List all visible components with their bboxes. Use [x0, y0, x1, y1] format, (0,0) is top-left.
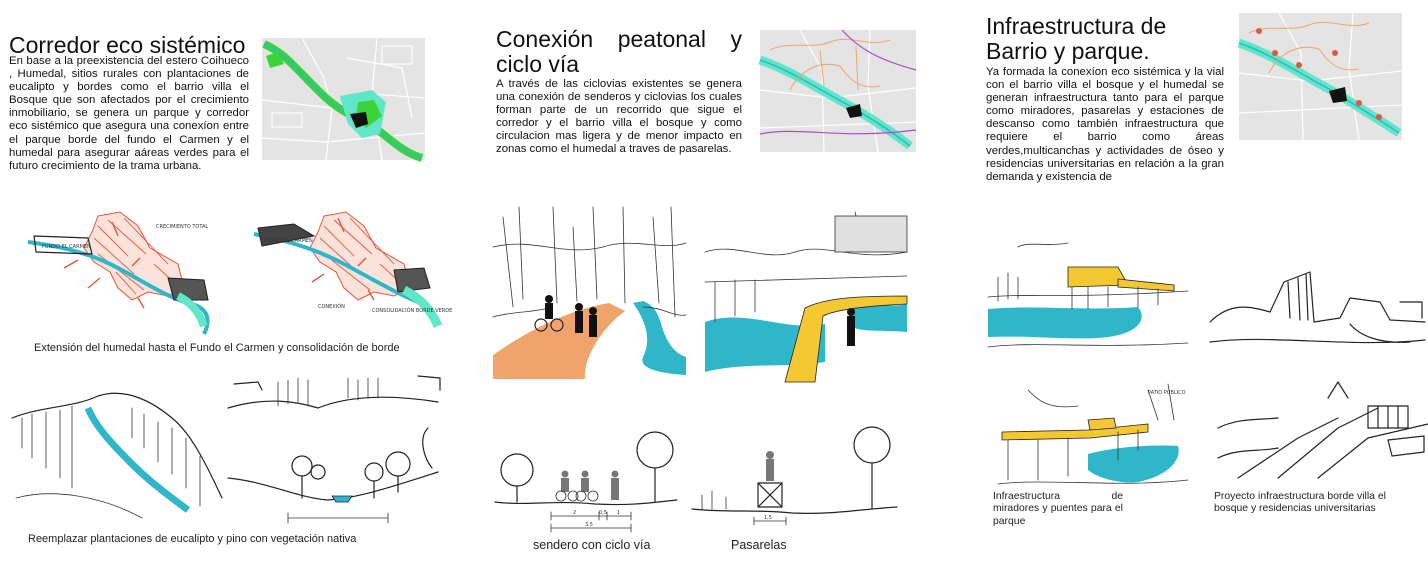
col2-body: A través de las ciclovias existentes se genera una conexión de senderos y ciclovias los cuales forman parte de un recorrido que sigue el corredor y el barrio villa el bosque y como circulacion mas ligera y de menor impacto en zonas como el humedal a traves de pasarelas. — [496, 78, 742, 156]
col1-plan-sketch-2 — [254, 208, 453, 338]
col1-terrain-sketch — [12, 378, 224, 528]
col1-sketch1-label-fundo: FUNDO EL CARMEN — [42, 244, 91, 250]
col3-caption-right: Proyecto infraestructura borde villa el bosque y residencias universitarias — [1214, 491, 1386, 515]
col2-caption-left: sendero con ciclo vía — [533, 538, 651, 552]
col3-bridge-sketch — [998, 380, 1188, 490]
col3-map — [1239, 13, 1402, 140]
col1-caption-bottom: Reemplazar plantaciones de eucalipto y pino con vegetación nativa — [28, 533, 357, 545]
col2-caption-right: Pasarelas — [731, 538, 787, 552]
col2-section1-dim-1: 2 — [573, 510, 577, 516]
col3-mirador-sketch — [988, 237, 1188, 355]
col1-plan-sketch-1 — [28, 208, 228, 338]
col1-sketch2-label-consolidacion: CONSOLIDACIÓN BORDE VERDE — [372, 308, 453, 314]
col2-section1-dim-2: 0,5 — [599, 510, 607, 516]
col1-sketch1-label-crecimiento: CRECIMIENTO TOTAL — [156, 224, 209, 230]
col1-title: Corredor eco sistémico — [9, 32, 246, 58]
col1-section-sketch — [228, 368, 448, 533]
col2-map — [760, 30, 916, 152]
col3-body: Ya formada la conexíon eco sistémica y la vial con el barrio villa el bosque y el humedal se generan infraestructura tanto para el parque como miradores, pasarelas y estaciones de descanso como también infraestructura que requiere el barrio como áreas verdes,multicanchas y actividades de óseo y residencias universitarias en relación a la gran demanda y existencia de — [986, 66, 1224, 183]
col2-title: Conexión peatonal y ciclo vía — [496, 26, 742, 77]
col3-caption-left: Infraestructura de miradores y puentes para el parque — [993, 491, 1123, 527]
col2-section-sendero — [495, 400, 677, 538]
col2-section2-dim: 1,5 — [764, 515, 772, 521]
col3-perspective-sketch — [1218, 378, 1428, 488]
col3-title: Infraestructura de Barrio y parque. — [986, 13, 1167, 64]
col3-bridge-label: PATIO PUBLICO — [1148, 390, 1186, 396]
col2-section-pasarela — [692, 425, 897, 535]
col1-sketch2-label-fundo: FUNDO EL CARMEN — [264, 238, 313, 244]
col1-caption-top: Extensión del humedal hasta el Fundo el Carmen y consolidación de borde — [34, 342, 400, 354]
col2-boardwalk-sketch — [705, 212, 907, 382]
col2-section1-dim-3: 1 — [617, 510, 621, 516]
col1-sketch2-label-conexion: CONEXIÓN — [318, 304, 345, 310]
col1-body: En base a la preexistencia del estero Coihueco , Humedal, sitios rurales con plantaciones de eucalipto y bordes como el barrio villa el Bosque que son afectados por el crecimiento inmobiliario, se genera un parque y corredor eco sistémico que asegura una conexíon entre el parque borde del fundo el Carmen y el humedal para asegurar aáreas verdes para el futuro crecimiento de la trama urbana. — [9, 55, 249, 172]
col2-section1-dim-total: 3,5 — [585, 522, 593, 528]
col1-map — [262, 38, 425, 160]
col3-residences-sketch — [1210, 262, 1425, 357]
col2-cyclepath-sketch — [493, 207, 686, 379]
